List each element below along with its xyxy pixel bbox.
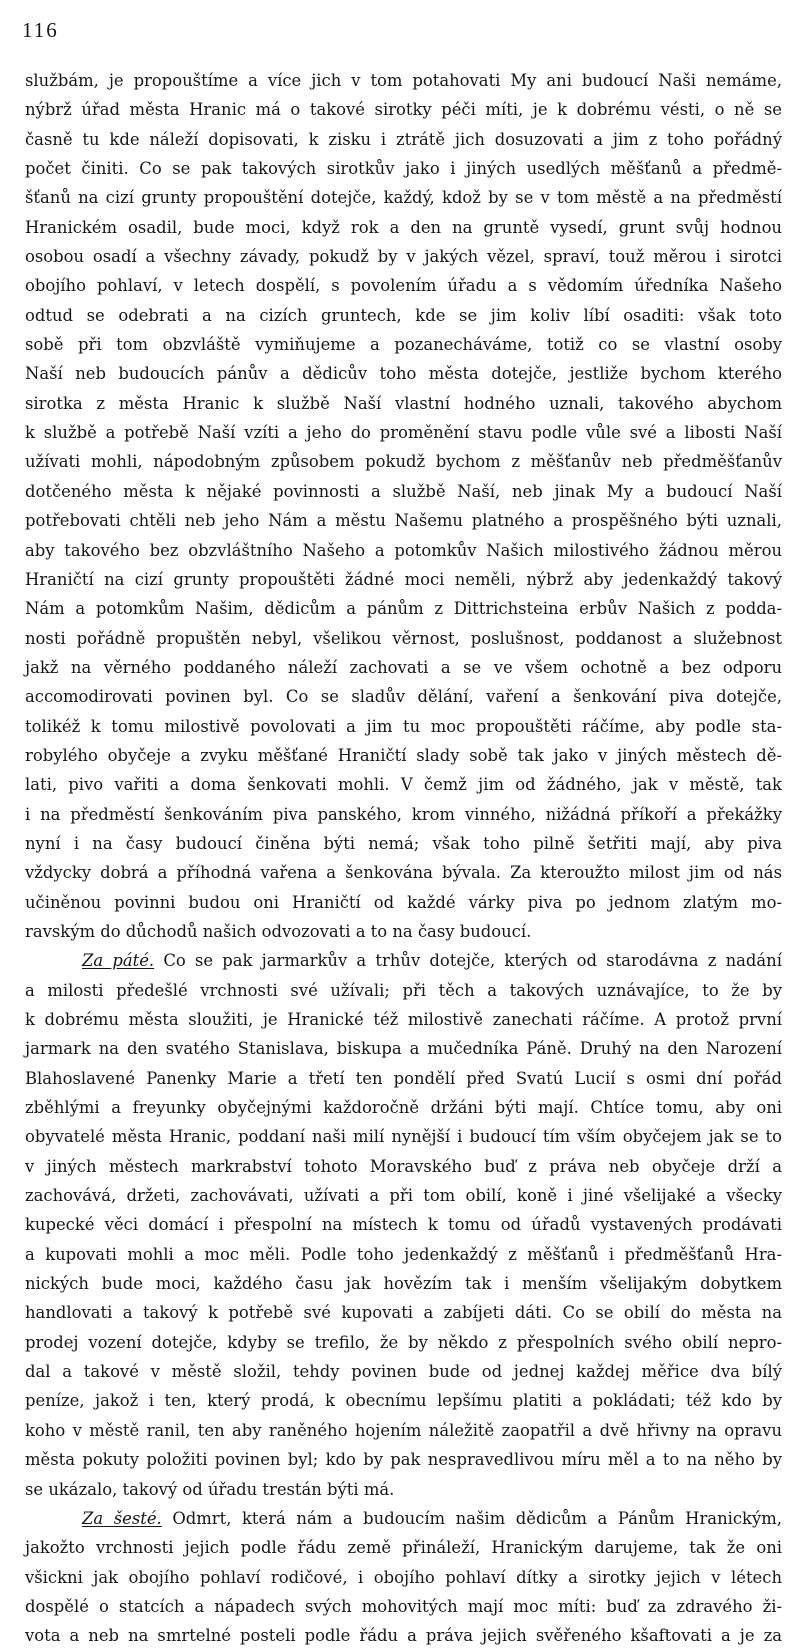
text-line: potřebovati chtěli neb jeho Nám a městu Našemu platného a prospěšného býti uznali, xyxy=(25,511,782,531)
text-line: všickni jak obojího pohlaví rodičové, i obojího pohlaví dítky a sirotky jejich v létech xyxy=(25,1567,782,1587)
text-line: nických bude moci, každého času jak hovězím tak i menším všelijakým dobytkem xyxy=(25,1274,782,1294)
text-line: Blahoslavené Panenky Marie a třetí ten pondělí před Svatú Lucií s osmi dní pořád xyxy=(25,1068,782,1088)
text-line: počet činiti. Co se pak takových sirotkův jako i jiných usedlých měšťanů a předmě- xyxy=(25,159,782,179)
text-line: koho v městě ranil, ten aby raněného hojením náležitě zaopatřil a dvě hřivny na opravu xyxy=(25,1420,782,1440)
text-line: zběhlými a freyunky obyčejnými každoročně držáni býti mají. Chtíce tomu, aby oni xyxy=(25,1098,782,1118)
text-line: učiněnou povinni budou oni Hraničtí od každé várky piva po jednom zlatým mo- xyxy=(25,892,782,912)
text-line: lati, pivo vařiti a doma šenkovati mohli. V čemž jim od žádného, jak v městě, tak xyxy=(25,775,782,795)
page-number: 116 xyxy=(22,18,59,42)
text-line: dal a takové v městě složil, tehdy povinen bude od jednej každej měřice dva bílý xyxy=(25,1362,782,1382)
text-line: peníze, jakož i ten, který prodá, k obecnímu lepšímu platiti a pokládati; též kdo by xyxy=(25,1391,782,1411)
text-line: zachovává, držeti, zachovávati, užívati a při tom obilí, koně i jiné všelijaké a všecky xyxy=(25,1186,782,1206)
text-line: se ukázalo, takový od úřadu trestán býti má. xyxy=(25,1479,395,1499)
text-line: časně tu kde náleží dopisovati, k zisku i ztrátě jich dosuzovati a jim z toho pořádný xyxy=(25,129,782,149)
text-line: Hraničtí na cizí grunty propouštěti žádné moci neměli, nýbrž aby jedenkaždý takový xyxy=(25,569,782,589)
text-line: Hranickém osadil, bude moci, když rok a den na gruntě vysedí, grunt svůj hodnou xyxy=(25,217,782,237)
text-line: k dobrému města sloužiti, je Hranické též milostivě zanechati ráčíme. A protož první xyxy=(25,1010,782,1029)
text-line: kupecké věci domácí i přespolní na místech k tomu od úřadů vystavených prodávati xyxy=(25,1215,782,1235)
text-line: sirotka z města Hranic k službě Naší vlastní hodného uznali, takového abychom xyxy=(25,393,782,413)
text-line: osobou osadí a všechny závady, pokudž by v jakých vězel, spraví, touž měrou i sirotci xyxy=(25,247,782,267)
text-line: robylého obyčeje a zvyku měšťané Hraničtí slady sobě tak jako v jiných městech dě- xyxy=(25,745,782,765)
text-line: ravským do důchodů našich odvozovati a to na časy budoucí. xyxy=(25,921,532,941)
text-line: prodej vození dotejče, kdyby se trefilo, že by někdo z přespolních svého obilí nepro- xyxy=(25,1332,782,1352)
text-line: a kupovati mohli a moc měli. Podle toho jedenkaždý z měšťanů i předměšťanů Hra- xyxy=(25,1244,782,1264)
text-line: nyní i na časy budoucí činěna býti nemá; však toho pilně šetřiti mají, aby piva xyxy=(25,833,782,853)
text-line xyxy=(25,946,782,975)
body-text xyxy=(25,66,782,1651)
text-line xyxy=(25,1504,782,1533)
text-line: obyvatelé města Hranic, poddaní naši milí nynější i budoucí tím vším obyčejem jak se to xyxy=(25,1127,782,1147)
text-line: jakž na věrného poddaného náleží zachovati a se ve všem ochotně a bez odporu xyxy=(25,657,782,677)
text-line: aby takového bez obzvláštního Našeho a potomkův Našich milostivého žádnou měrou xyxy=(25,540,782,560)
text-line: vota a neb na smrtelné posteli podle řádu a práva jejich svěřeného kšaftovati a je za xyxy=(25,1626,782,1646)
text-line: handlovati a takový k potřebě své kupovati a zabíjeti dáti. Co se obilí do města na xyxy=(25,1303,782,1323)
text-line: jarmark na den svatého Stanislava, biskupa a mučedníka Páně. Druhý na den Narození xyxy=(25,1039,782,1059)
text-line: sobě při tom obzvláště vymiňujeme a pozanecháváme, totiž co se vlastní osoby xyxy=(25,335,782,355)
text-line: obojího pohlaví, v letech dospělí, s povolením úřadu a s vědomím úředníka Našeho xyxy=(25,276,782,296)
text-line: dotčeného města k nějaké povinnosti a službě Naší, neb jinak My a budoucí Naší xyxy=(25,481,782,501)
text-line: tolikéž k tomu milostivě povolovati a jim tu moc propouštěti ráčíme, aby podle sta- xyxy=(25,716,782,736)
text-line: šťanů na cizí grunty propouštění dotejče, každý, kdož by se v tom městě a na předměstí xyxy=(25,188,782,208)
text-line: Nám a potomkům Našim, dědicům a pánům z Dittrichsteina erbův Našich z podda- xyxy=(25,599,782,619)
text-line: i na předměstí šenkováním piva panského, krom vinného, nižádná příkoří a překážky xyxy=(25,804,782,824)
text-line: službám, je propouštíme a více jich v tom potahovati My ani budoucí Naši nemáme, xyxy=(25,71,782,90)
text-line: užívati mohli, nápodobným způsobem pokudž bychom z měšťanův neb předměšťanův xyxy=(25,452,782,472)
text-line: Naší neb budoucích pánův a dědicův toho města dotejče, jestliže bychom kterého xyxy=(25,364,782,384)
text-line: a milosti předešlé vrchnosti své užívali; při těch a takových uznávajíce, to že by xyxy=(25,980,782,1000)
section-heading: Za páté. xyxy=(82,951,155,971)
section-heading: Za šesté. xyxy=(82,1508,162,1528)
text-line: accomodirovati povinen byl. Co se sladův dělání, vaření a šenkování piva dotejče, xyxy=(25,687,782,707)
text-line-rest: Odmrt, která nám a budoucím našim dědicům a Pánům Hranickým, xyxy=(161,1508,782,1528)
text-line: v jiných městech markrabství tohoto Moravského buď z práva neb obyčeje drží a xyxy=(25,1156,782,1176)
text-line: k službě a potřebě Naší vzíti a jeho do proměnění stavu podle vůle své a libosti Naší xyxy=(25,423,782,443)
text-line: vždycky dobrá a příhodná vařena a šenkována bývala. Za kteroužto milost jim od nás xyxy=(25,863,782,883)
text-line: dospělé o statcích a nápadech svých mohovitých mají moc míti: buď za zdravého ži- xyxy=(25,1596,782,1616)
text-line-rest: Co se pak jarmarkův a trhův dotejče, kterých od starodávna z nadání xyxy=(154,951,782,971)
text-line: nosti pořádně propuštěn nebyl, všelikou věrnost, poslušnost, poddanost a služebnost xyxy=(25,628,782,648)
text-line: nýbrž úřad města Hranic má o takové sirotky péči míti, je k dobrému vésti, o ně se xyxy=(25,100,782,120)
text-line: odtud se odebrati a na cizích gruntech, kde se jim koliv líbí osaditi: však toto xyxy=(25,305,782,325)
text-line: města pokuty položiti povinen byl; kdo by pak nespravedlivou míru měl a to na něho by xyxy=(25,1450,782,1470)
text-line: jakožto vrchnosti jejich podle řádu země přináleží, Hranickým darujeme, tak že oni xyxy=(25,1538,782,1558)
